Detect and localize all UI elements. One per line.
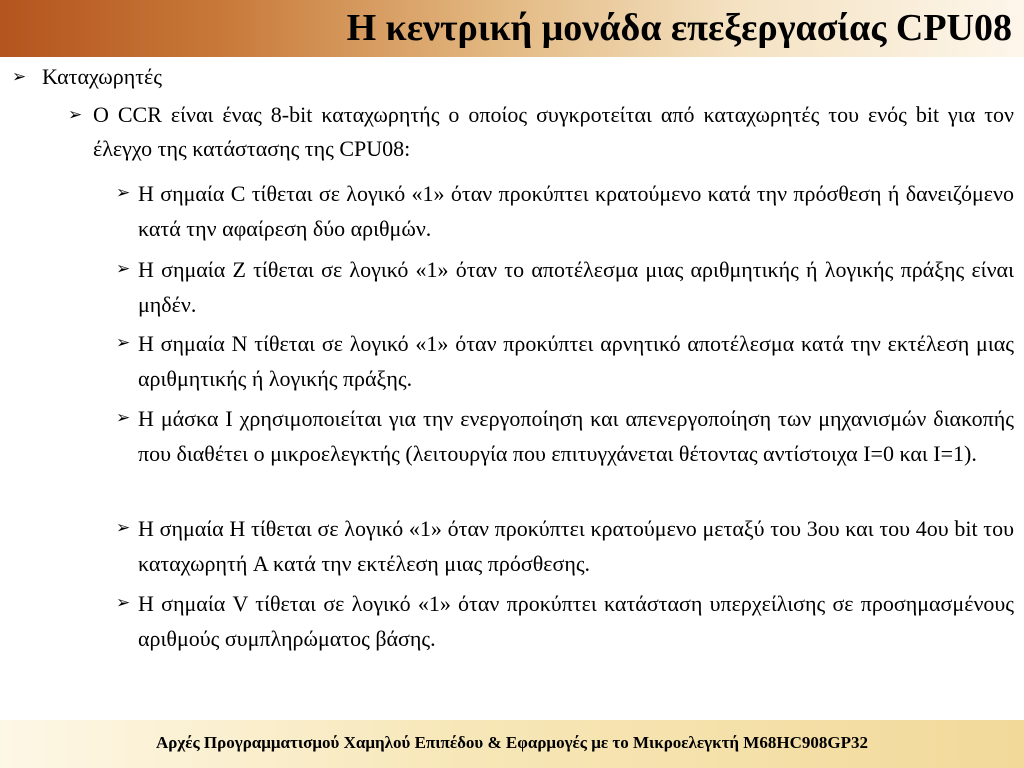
flag-bullet-z [116, 252, 1014, 322]
bullet-text: Η μάσκα I χρησιμοποιείται για την ενεργοποίηση και απενεργοποίηση των μηχανισμών διακοπής που διαθέτει ο μικροελεγκτής (λειτουργία που επιτυγχάνεται θέτοντας αντίστοιχα I=0 και I=1). [138, 406, 1014, 466]
flag-bullet-h [116, 511, 1014, 581]
bullet-text: Η σημαία H τίθεται σε λογικό «1» όταν προκύπτει κρατούμενο μεταξύ του 3ου και του 4ου bit του καταχωρητή A κατά την εκτέλεση μιας πρόσθεσης. [138, 516, 1014, 576]
flag-bullet-n [116, 326, 1014, 396]
arrow-bullet-icon: ➢ [116, 333, 131, 353]
bullet-level2 [68, 98, 1014, 166]
title-bar [0, 0, 1024, 57]
footer-bar [0, 720, 1024, 768]
bullet-text: Η σημαία C τίθεται σε λογικό «1» όταν προκύπτει κρατούμενο κατά την πρόσθεση ή δανειζόμενο κατά την αφαίρεση δύο αριθμών. [138, 181, 1014, 241]
arrow-bullet-icon: ➢ [116, 259, 131, 279]
bullet-text: Καταχωρητές [42, 64, 163, 89]
arrow-bullet-icon: ➢ [12, 67, 27, 87]
arrow-bullet-icon: ➢ [116, 183, 131, 203]
arrow-bullet-icon: ➢ [116, 593, 131, 613]
bullet-text: Η σημαία Z τίθεται σε λογικό «1» όταν το αποτέλεσμα μιας αριθμητικής ή λογικής πράξης είναι μηδέν. [138, 257, 1014, 317]
flag-bullet-v [116, 586, 1014, 656]
arrow-bullet-icon: ➢ [116, 408, 131, 428]
flag-bullet-i [116, 401, 1014, 471]
bullet-level1 [12, 62, 162, 92]
slide-footer: Αρχές Προγραμματισμού Χαμηλού Επιπέδου & Εφαρμογές με το Μικροελεγκτή M68HC908GP32 [156, 733, 868, 752]
bullet-text: Η σημαία V τίθεται σε λογικό «1» όταν προκύπτει κατάσταση υπερχείλισης σε προσημασμένους αριθμούς συμπληρώματος βάσης. [138, 591, 1014, 651]
arrow-bullet-icon: ➢ [116, 518, 131, 538]
bullet-text: Η σημαία N τίθεται σε λογικό «1» όταν προκύπτει αρνητικό αποτέλεσμα κατά την εκτέλεση μιας αριθμητικής ή λογικής πράξης. [138, 331, 1014, 391]
slide-title: Η κεντρική μονάδα επεξεργασίας CPU08 [346, 7, 1012, 49]
bullet-text: O CCR είναι ένας 8-bit καταχωρητής ο οποίος συγκροτείται από καταχωρητές του ενός bit για τον έλεγχο της κατάστασης της CPU08: [93, 102, 1014, 161]
flag-bullet-c [116, 176, 1014, 246]
arrow-bullet-icon: ➢ [68, 105, 83, 125]
